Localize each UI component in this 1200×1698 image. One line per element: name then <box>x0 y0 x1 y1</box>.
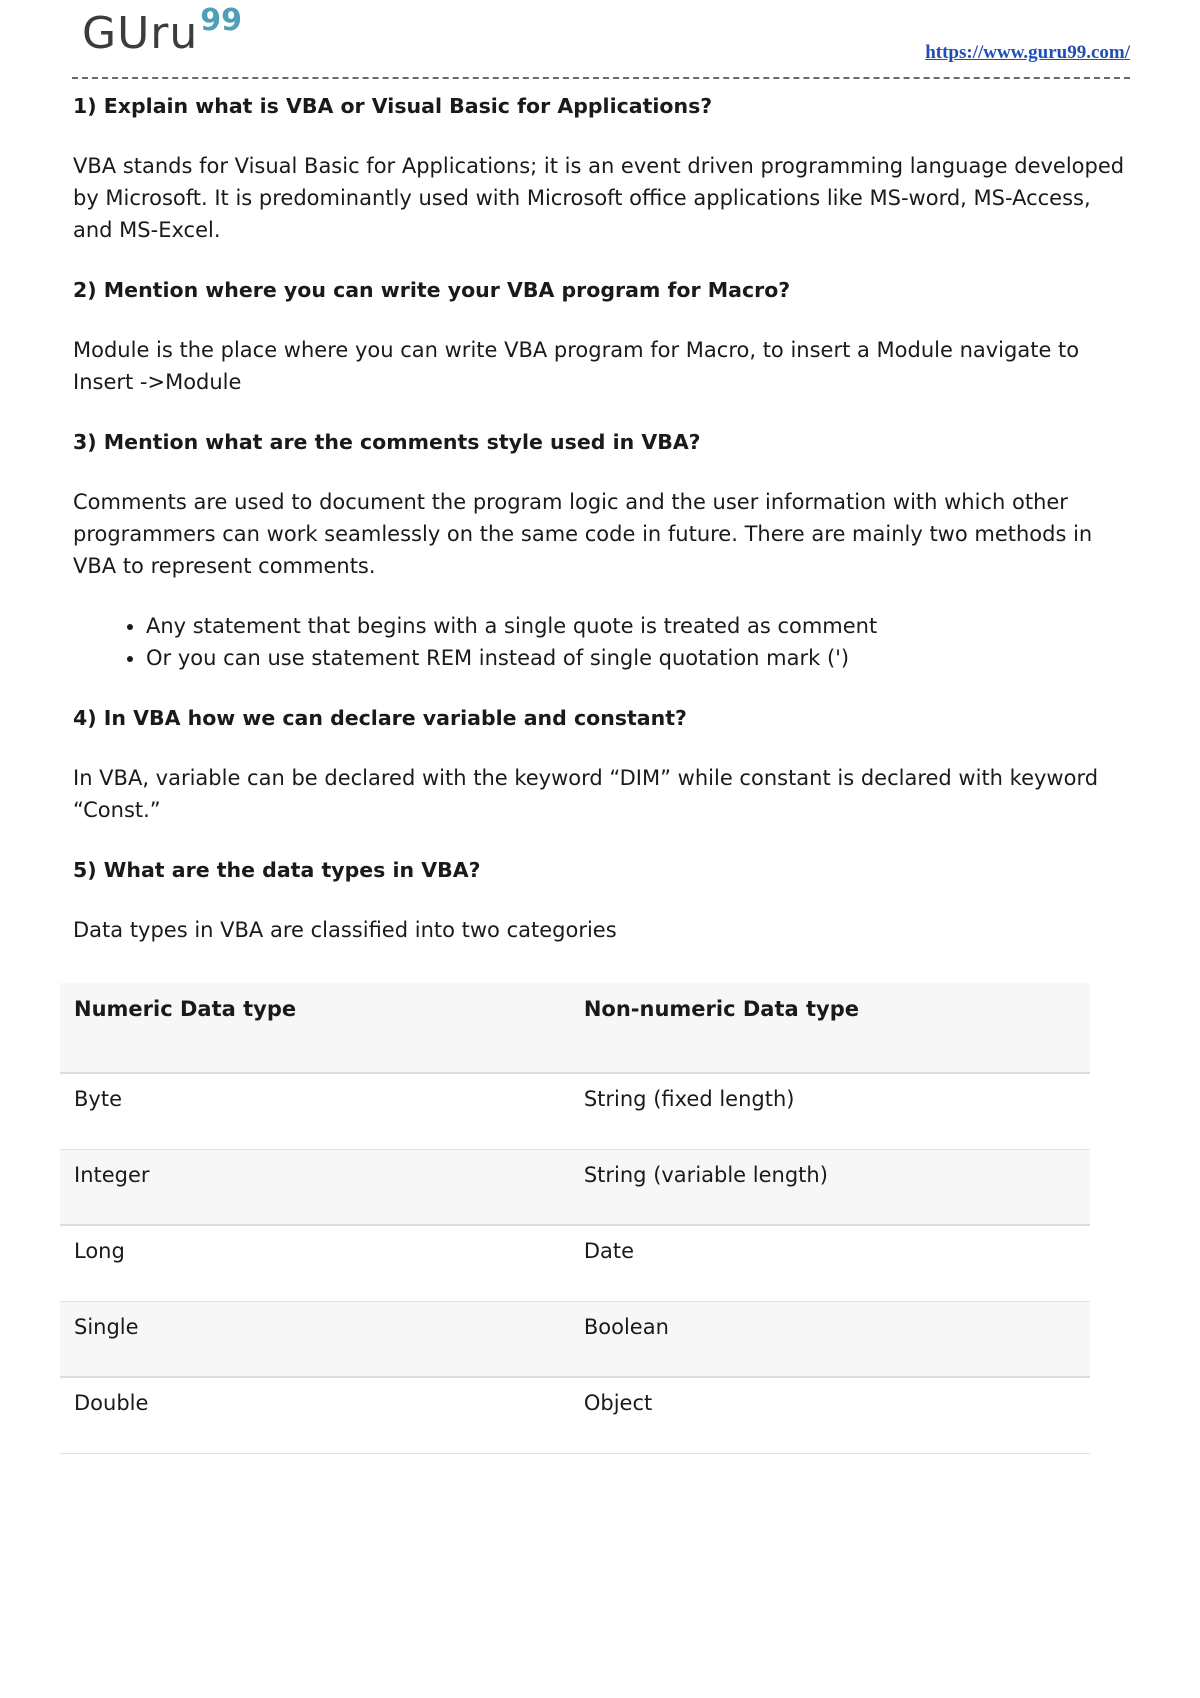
table-cell: Object <box>570 1377 1090 1453</box>
header-numeric: Numeric Data type <box>60 983 570 1073</box>
question-2: 2) Mention where you can write your VBA program for Macro? <box>73 278 791 302</box>
table-cell: String (fixed length) <box>570 1073 1090 1149</box>
table-row <box>60 1377 1090 1453</box>
table-cell: Date <box>570 1225 1090 1301</box>
table-row <box>60 1225 1090 1301</box>
table-cell: Double <box>60 1377 570 1453</box>
table-cell: Long <box>60 1225 570 1301</box>
answer-2: Module is the place where you can write VBA program for Macro, to insert a Module navigate to Insert ->Module <box>73 338 1080 394</box>
answer-3: Comments are used to document the program logic and the user information with which other programmers can work seamlessly on the same code in future. There are mainly two methods in VBA to represent comments. <box>73 490 1093 578</box>
table-row <box>60 1073 1090 1149</box>
table-cell: Single <box>60 1301 570 1377</box>
data-types-table <box>60 983 1090 1454</box>
data-types-table-wrapper <box>60 983 1090 1454</box>
header-non-numeric: Non-numeric Data type <box>570 983 1090 1073</box>
answer-4: In VBA, variable can be declared with the keyword “DIM” while constant is declared with keyword “Const.” <box>73 766 1099 822</box>
table-cell: Boolean <box>570 1301 1090 1377</box>
list-item: • Or you can use statement REM instead of single quotation mark (') <box>146 642 1133 674</box>
question-3: 3) Mention what are the comments style used in VBA? <box>73 430 701 454</box>
question-4: 4) In VBA how we can declare variable and constant? <box>73 706 687 730</box>
guru99-logo <box>82 3 243 59</box>
qa-content <box>73 90 1133 974</box>
table-row <box>60 1301 1090 1377</box>
comment-methods-list <box>73 610 1133 674</box>
answer-1: VBA stands for Visual Basic for Applications; it is an event driven programming language developed by Microsoft. It is predominantly used with Microsoft office applications like MS-word, MS-Access, and MS-Excel. <box>73 154 1125 242</box>
answer-5: Data types in VBA are classified into two categories <box>73 918 617 942</box>
table-row <box>60 1149 1090 1225</box>
header-divider <box>72 77 1130 79</box>
site-url-link[interactable]: https://www.guru99.com/ <box>925 42 1130 63</box>
question-5: 5) What are the data types in VBA? <box>73 858 481 882</box>
table-cell: Integer <box>60 1149 570 1225</box>
list-item: • Any statement that begins with a single quote is treated as comment <box>146 610 1133 642</box>
question-1: 1) Explain what is VBA or Visual Basic for Applications? <box>73 94 713 118</box>
table-cell: String (variable length) <box>570 1149 1090 1225</box>
table-header-row <box>60 983 1090 1073</box>
logo-number: 99 <box>200 3 243 38</box>
table-cell: Byte <box>60 1073 570 1149</box>
logo-text: GUru <box>82 8 199 59</box>
